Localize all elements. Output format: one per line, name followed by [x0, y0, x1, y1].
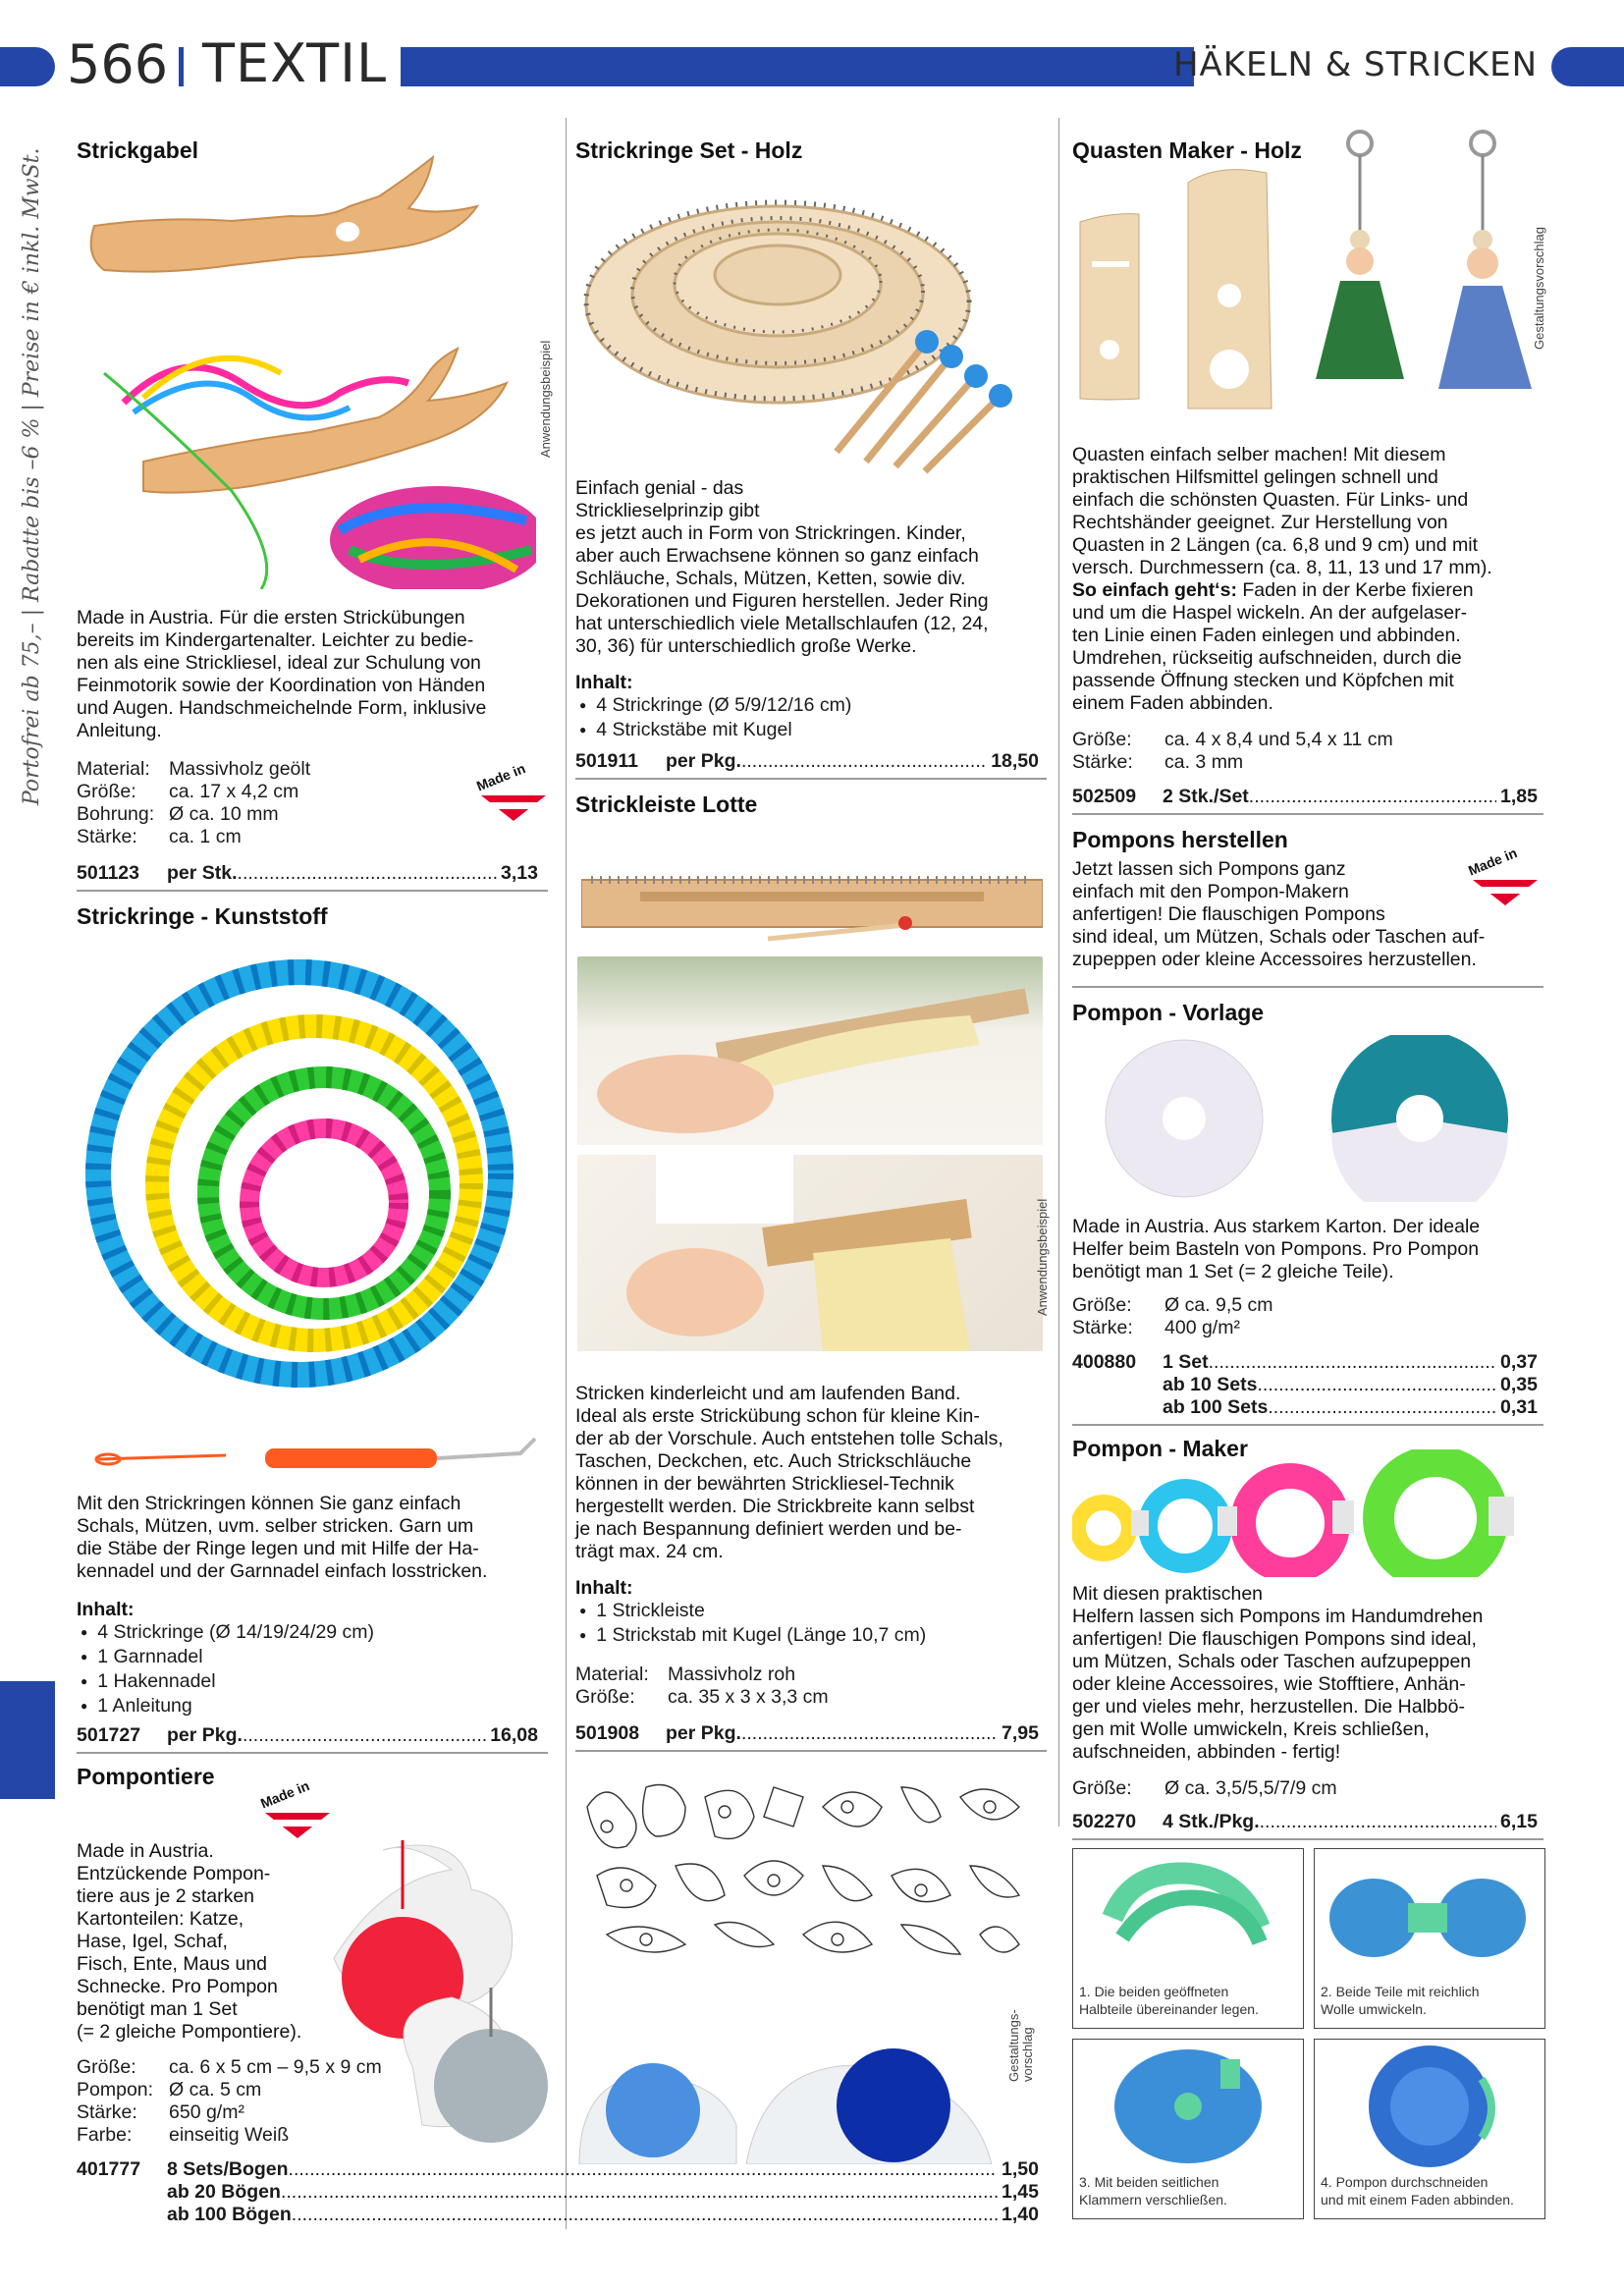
step-box-1: 1. Die beiden geöffneten Halbteile übereinander legen. — [1072, 1848, 1304, 2029]
strickgabel-specs: Material: Massivholz geölt Größe: ca. 17 x 4,2 cm Bohrung: Ø ca. 10 mm Stärke: ca. 1 cm — [77, 758, 311, 847]
pompontiere-price-3: ab 100 Bögen ..... 1,40 — [77, 2204, 1039, 2226]
strickleiste-lotte-specs: Material: Massivholz roh Größe: ca. 35 x 3 x 3,3 cm — [575, 1664, 829, 1708]
strickgabel-price: 501123 per Stk. ..... 3,13 — [77, 862, 538, 885]
strickgabel-photo — [84, 147, 536, 589]
pompons-herstellen-desc: Jetzt lassen sich Pompons ganz einfach mit den Pompon-Makern anfertigen! Die flauschigen Pompons sind ideal, um Mützen, Schals oder Taschen auf- zupeppen oder kleine Accessoires herzustellen. — [1072, 858, 1486, 970]
quasten-maker-title: Quasten Maker - Holz — [1072, 137, 1302, 163]
header-bar-right — [1551, 47, 1624, 86]
quasten-maker-photo — [1070, 124, 1532, 418]
page-number: 566 — [67, 33, 169, 95]
strickgabel-photo-note: Anwendungsbeispiel — [538, 340, 553, 458]
strickleiste-lotte-contents-label: Inhalt: — [575, 1577, 633, 1599]
pompontiere-price-1: 401777 8 Sets/Bogen ..... 1,50 — [77, 2158, 1039, 2181]
pompon-maker-desc: Mit diesen praktischen Helfern lassen sich Pompons im Handumdrehen anfertigen! Die flauschigen Pompons sind ideal, um Mützen, Schals oder Taschen aufzupeppen oder kleine Accessoires, wie Stofftiere, Anhän- ger und vieles mehr, herzustellen. Die Halbbö- gen mit Wolle umwickeln, Kreis schließen, aufschneiden, abbinden - fertig! — [1072, 1583, 1484, 1763]
pompon-maker-price: 502270 4 Stk./Pkg. ..... 6,15 — [1072, 1811, 1538, 1833]
strickringe-holz-contents-label: Inhalt: — [575, 672, 633, 693]
divider — [1072, 986, 1543, 988]
strickringe-holz-title: Strickringe Set - Holz — [575, 137, 803, 163]
strickringe-kunststoff-contents: ● 4 Strickringe (Ø 14/19/24/29 cm) ● 1 Garnnadel ● 1 Hakennadel ● 1 Anleitung — [77, 1621, 374, 1719]
pompon-vorlage-price-3: ab 100 Sets ..... 0,31 — [1072, 1396, 1538, 1419]
strickringe-kunststoff-desc: Mit den Strickringen können Sie ganz einfach Schals, Mützen, uvm. selber stricken. Garn um die Stäbe der Ringe legen und mit Hilfe der Ha- kennadel und der Garnnadel einfach losstricken. — [77, 1493, 488, 1582]
strickleiste-lotte-title: Strickleiste Lotte — [575, 791, 758, 817]
pompon-vorlage-price-2: ab 10 Sets ..... 0,35 — [1072, 1374, 1538, 1396]
divider — [77, 1752, 548, 1754]
pompontiere-desc: Made in Austria. Entzückende Pompon- tiere aus je 2 starken Kartonteilen: Katze, Hase, Igel, Schaf, Fisch, Ente, Maus und Schnecke. Pro Pompon benötigt man 1 Set (= 2 gleiche Pompontiere). — [77, 1840, 302, 2043]
pompon-vorlage-photo — [1076, 1035, 1538, 1202]
strickringe-kunststoff-title: Strickringe - Kunststoff — [77, 903, 328, 929]
pompontiere-photo-note: Gestaltungs- vorschlag — [1006, 2009, 1035, 2082]
pompon-vorlage-desc: Made in Austria. Aus starkem Karton. Der ideale Helfer beim Basteln von Pompons. Pro Pompon benötigt man 1 Set (= 2 gleiche Teile). — [1072, 1216, 1481, 1282]
pompontiere-specs: Größe: ca. 6 x 5 cm – 9,5 x 9 cm Pompon: Ø ca. 5 cm Stärke: 650 g/m² Farbe: einseitig Weiß — [77, 2056, 382, 2146]
step-box-2: 2. Beide Teile mit reichlich Wolle umwickeln. — [1314, 1848, 1545, 2029]
pompon-maker-title: Pompon - Maker — [1072, 1436, 1248, 1461]
pompontiere-price-2: ab 20 Bögen ..... 1,45 — [77, 2181, 1039, 2204]
strickringe-kunststoff-price: 501727 per Pkg. ..... 16,08 — [77, 1724, 538, 1747]
strickleiste-lotte-photo-3 — [577, 1155, 1043, 1351]
strickleiste-lotte-price: 501908 per Pkg. ..... 7,95 — [575, 1722, 1039, 1745]
strickringe-kunststoff-photo — [79, 953, 560, 1473]
strickleiste-lotte-photo — [581, 841, 1043, 949]
strickgabel-title: Strickgabel — [77, 137, 198, 163]
strickringe-holz-price: 501911 per Pkg. ..... 18,50 — [575, 750, 1039, 773]
quasten-maker-photo-note: Gestaltungsvorschlag — [1532, 226, 1546, 350]
strickringe-holz-contents: ● 4 Strickringe (Ø 5/9/12/16 cm) ● 4 Strickstäbe mit Kugel — [575, 694, 851, 743]
strickleiste-lotte-photo-note: Anwendungsbeispiel — [1035, 1198, 1050, 1316]
strickleiste-lotte-contents: ● 1 Strickleiste ● 1 Strickstab mit Kugel (Länge 10,7 cm) — [575, 1600, 926, 1649]
pompon-maker-specs: Größe: Ø ca. 3,5/5,5/7/9 cm — [1072, 1777, 1337, 1799]
pompon-maker-photo — [1072, 1449, 1543, 1577]
divider — [575, 1750, 1047, 1752]
header-bar-middle — [401, 47, 1194, 86]
divider — [575, 778, 1047, 780]
sidebar-note: Portofrei ab 75,– | Rabatte bis –6 % | Preise in € inkl. MwSt. — [20, 147, 44, 805]
header-bar-left — [0, 47, 55, 86]
pompontiere-title: Pompontiere — [77, 1764, 215, 1789]
quasten-maker-desc: Quasten einfach selber machen! Mit diesem praktischen Hilfsmittel gelingen schnell und einfach die schönsten Quasten. Für Links- und Rechtshänder geeignet. Zur Herstellung von Quasten in 2 Längen (ca. 6,8 und 9 cm) und mit versch. Durchmessern (ca. 8, 11, 13 und 17 mm). So einfach geht‘s: Faden in der Kerbe fixieren und um die Haspel wickeln. An der aufgelaser- ten Linie einen Faden einlegen und abbinden. Umdrehen, rückseitig aufschneiden, durch die passende Öffnung stecken und Köpfchen mit einem Faden abbinden. — [1072, 444, 1492, 714]
pompontiere-template-sheet — [577, 1768, 1039, 1964]
divider — [1072, 1838, 1543, 1840]
column-separator-2 — [1058, 118, 1059, 1827]
made-in-austria-badge — [467, 746, 556, 825]
subsection-title: HÄKELN & STRICKEN — [1172, 45, 1538, 84]
svg-text:Made in: Made in — [1465, 845, 1520, 879]
strickringe-holz-photo — [581, 196, 1043, 491]
header-separator — [179, 47, 184, 86]
pompons-herstellen-title: Pompons herstellen — [1072, 827, 1288, 852]
quasten-maker-specs: Größe: ca. 4 x 8,4 und 5,4 x 11 cm Stärke: ca. 3 mm — [1072, 729, 1393, 773]
quasten-maker-price: 502509 2 Stk./Set ..... 1,85 — [1072, 786, 1538, 808]
divider — [1072, 813, 1543, 815]
divider — [77, 890, 548, 892]
strickleiste-lotte-photo-2 — [577, 956, 1043, 1145]
pompon-vorlage-specs: Größe: Ø ca. 9,5 cm Stärke: 400 g/m² — [1072, 1294, 1273, 1338]
strickgabel-desc: Made in Austria. Für die ersten Strickübungen bereits im Kindergartenalter. Leichter zu bedie- nen als eine Strickliesel, ideal zur Schulung von Feinmotorik sowie der Koordination von Händen und Augen. Handschmeichelnde Form, inklusive Anleitung. — [77, 607, 487, 741]
pompon-vorlage-price-1: 400880 1 Set ..... 0,37 — [1072, 1351, 1538, 1374]
section-title: TEXTIL — [202, 32, 388, 94]
svg-text:Made in: Made in — [257, 1777, 312, 1812]
made-in-austria-badge — [251, 1764, 340, 1842]
step-box-3: 3. Mit beiden seitlichen Klammern verschließen. — [1072, 2039, 1304, 2219]
step-box-4: 4. Pompon durchschneiden und mit einem Faden abbinden. — [1314, 2039, 1545, 2219]
sidebar-tab — [0, 1681, 55, 1799]
strickringe-kunststoff-contents-label: Inhalt: — [77, 1599, 135, 1620]
svg-text:Made in: Made in — [473, 760, 528, 794]
strickleiste-lotte-desc: Stricken kinderleicht und am laufenden Band. Ideal als erste Strickübung schon für kleine Kin- der ab der Vorschule. Auch entstehen tolle Schals, Taschen, Deckchen, etc. Auch Strickschläuche können in der bewährten Strickliesel-Technik hergestellt werden. Die Strickbreite kann selbst je nach Bespannung definiert werden und be- trägt max. 24 cm. — [575, 1383, 1003, 1562]
strickringe-holz-desc: Einfach genial - das Stricklieselprinzip gibt es jetzt auch in Form von Strickringen. Kinder, aber auch Erwachsene können so ganz einfach Schläuche, Schals, Mützen, Ketten, sowie div. Dekorationen und Figuren herstellen. Jeder Ring hat unterschiedlich viele Metallschlaufen (12, 24, 30, 36) für unterschiedlich große Werke. — [575, 477, 989, 657]
pompon-vorlage-title: Pompon - Vorlage — [1072, 1000, 1265, 1025]
divider — [1072, 1424, 1543, 1426]
